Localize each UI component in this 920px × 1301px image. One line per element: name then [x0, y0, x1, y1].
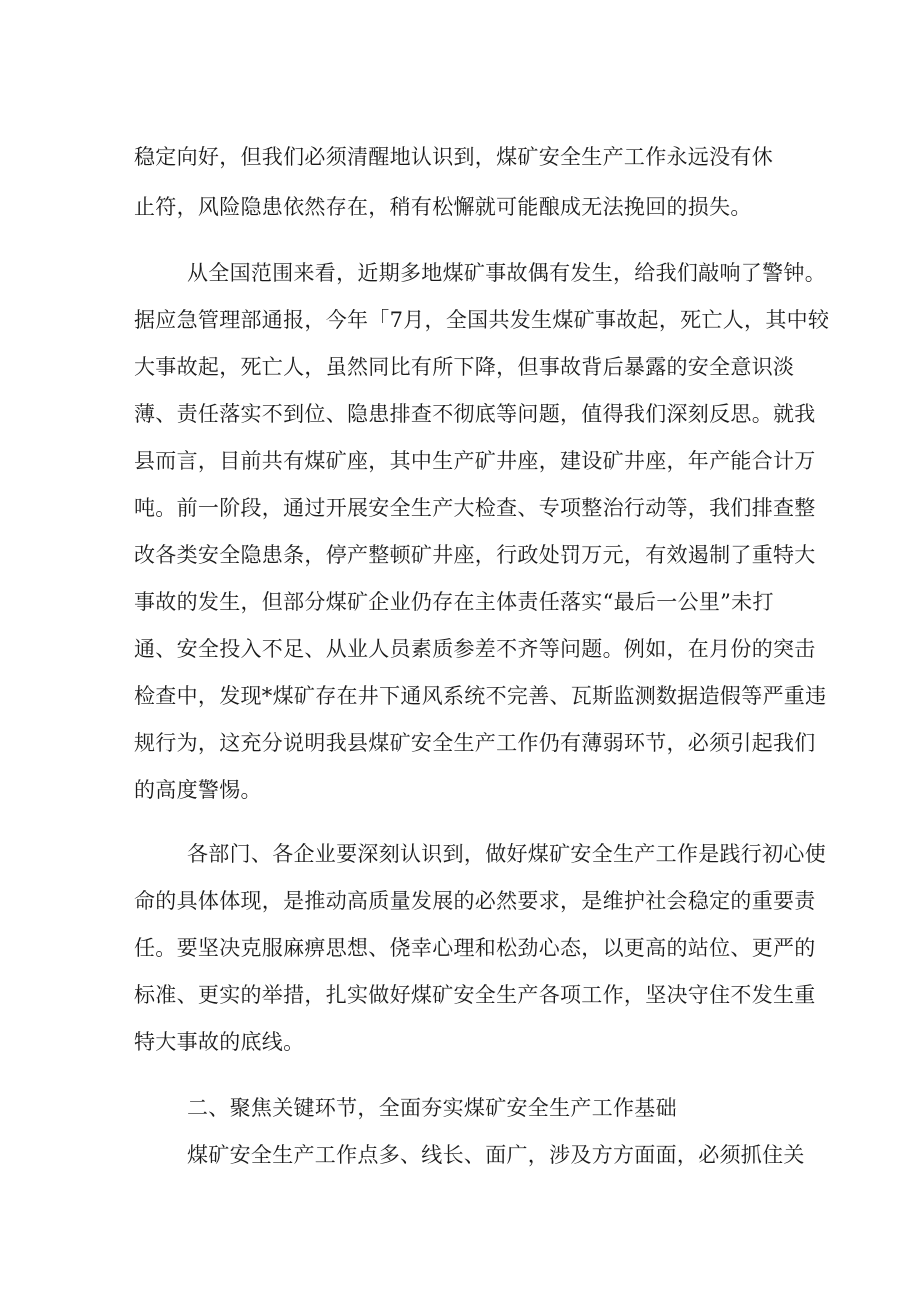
- text-line: 检查中，发现*煤矿存在井下通风系统不完善、瓦斯监测数据造假等严重违: [134, 684, 827, 708]
- text-line: 的高度警惕。: [134, 778, 262, 802]
- text-line: 特大事故的底线。: [134, 1030, 305, 1054]
- text-line: 县而言，目前共有煤矿座，其中生产矿井座，建设矿井座，年产能合计万: [134, 449, 816, 473]
- text-line: 各部门、各企业要深刻认识到，做好煤矿安全生产工作是践行初心使: [187, 842, 826, 866]
- text-line: 任。要坚决克服麻痹思想、侥幸心理和松劲心态，以更高的站位、更严的: [134, 936, 816, 960]
- section-heading: 二、聚焦关键环节，全面夯实煤矿安全生产工作基础: [187, 1096, 677, 1120]
- text-line: 通、安全投入不足、从业人员素质参差不齐等问题。例如，在月份的突击: [134, 637, 816, 661]
- text-line: 稳定向好，但我们必须清醒地认识到，煤矿安全生产工作永远没有休: [134, 145, 773, 169]
- text-line: 改各类安全隐患条，停产整顿矿井座，行政处罚万元，有效遏制了重特大: [134, 543, 816, 567]
- text-line: 从全国范围来看，近期多地煤矿事故偶有发生，给我们敲响了警钟。: [187, 261, 826, 285]
- text-line: 据应急管理部通报，今年「7月，全国共发生煤矿事故起，死亡人，其中较: [134, 308, 830, 332]
- text-line: 命的具体体现，是推动高质量发展的必然要求，是维护社会稳定的重要责: [134, 889, 816, 913]
- text-line: 规行为，这充分说明我县煤矿安全生产工作仍有薄弱环节，必须引起我们: [134, 731, 816, 755]
- text-line: 薄、责任落实不到位、隐患排查不彻底等问题，值得我们深刻反思。就我: [134, 402, 816, 426]
- text-line: 止符，风险隐患依然存在，稍有松懈就可能酿成无法挽回的损失。: [134, 195, 752, 219]
- text-line: 事故的发生，但部分煤矿企业仍存在主体责任落实“最后一公里”未打: [134, 590, 774, 614]
- text-line: 吨。前一阶段，通过开展安全生产大检查、专项整治行动等，我们排查整: [134, 496, 816, 520]
- text-line: 煤矿安全生产工作点多、线长、面广，涉及方方面面，必须抓住关: [187, 1143, 805, 1167]
- text-line: 大事故起，死亡人，虽然同比有所下降，但事故背后暴露的安全意识淡: [134, 355, 795, 379]
- text-line: 标准、更实的举措，扎实做好煤矿安全生产各项工作，坚决守住不发生重: [134, 983, 816, 1007]
